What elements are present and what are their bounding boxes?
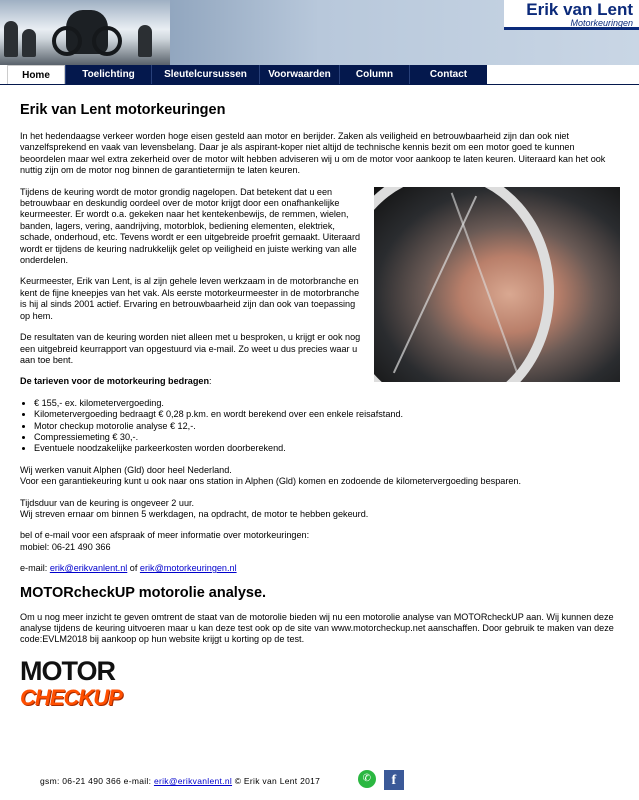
main-content [20,102,620,716]
list-item: • Compressiemeting € 30,-. [34,432,620,443]
motorcheckup-logo-top: MOTOR [20,655,115,686]
nav-divider [0,84,639,85]
logo-title: Erik van Lent [526,0,633,19]
nav-voorwaarden[interactable]: Voorwaarden [259,65,339,85]
tree-shape [138,25,152,57]
site-logo[interactable] [504,0,639,30]
contact-paragraph [20,530,620,553]
contact-line-1: bel of e-mail voor een afspraak of meer informatie over motorkeuringen: [20,530,310,541]
location-paragraph [20,465,620,488]
site-footer [40,770,600,790]
motorcycle-shape [66,10,108,54]
email-paragraph [20,563,620,574]
email-separator: of [127,563,140,574]
tariffs-heading-colon: : [209,376,212,387]
footer-copyright: © Erik van Lent 2017 [232,776,321,786]
list-item: • Eventuele noodzakelijke parkeerkosten worden doorberekend. [34,443,620,454]
results-paragraph: De resultaten van de keuring worden niet alleen met u besproken, u krijgt er ook nog een uitgebreid keurrapport van opgestuurd via e-mail. Zo weet u dus precies waar u aan toe bent. [20,332,361,365]
email-prefix: e-mail: [20,563,50,574]
facebook-icon[interactable]: f [384,770,404,790]
motorcycle-wheel-photo [374,187,620,382]
motorcheckup-logo[interactable] [20,656,145,716]
nav-contact[interactable]: Contact [409,65,487,85]
location-line-1: Wij werken vanuit Alphen (Gld) door heel Nederland. [20,464,232,475]
footer-text [40,773,320,789]
tree-shape [22,29,36,57]
list-item: • Kilometervergoeding bedraagt € 0,28 p.km. en wordt berekend over een enkele reisafstand. [34,409,620,420]
tariffs-heading-text: De tarieven voor de motorkeuring bedragen [20,376,209,387]
email-link-motorkeuringen[interactable]: erik@motorkeuringen.nl [139,563,237,574]
duration-paragraph [20,498,620,521]
motorcheckup-logo-bottom: CHECKUP [20,684,122,710]
logo-subtitle: Motorkeuringen [570,18,633,28]
page-title: Erik van Lent motorkeuringen [20,102,226,118]
header-motorcycle-photo [0,0,170,65]
nav-column[interactable]: Column [339,65,409,85]
email-link-erikvanlent[interactable]: erik@erikvanlent.nl [49,563,128,574]
nav-toelichting[interactable]: Toelichting [65,65,151,85]
inspection-paragraph: Tijdens de keuring wordt de motor grondig nagelopen. Dat betekent dat u een betrouwbaar en deskundig oordeel over de motor krijgt door een onafhankelijke keurmeester. Er wordt o.a. gekeken naar het kentekenbewijs, de remmen, wielen, banden, lagers, vering, aandrijving, motorblok, bediening elementen, elektriek, schade, onderhoud, etc. Tevens wordt er een uitgebreide proefrit gemaakt. Uiteraard wordt er tijdens de keuring nadrukkelijk gelet op veiligheid en juiste werking van alle onderdelen. [20,186,361,266]
intro-paragraph: In het hedendaagse verkeer worden hoge eisen gesteld aan motor en berijder. Zaken als veiligheid en betrouwbaarheid zijn dan ook niet vanzelfsprekend en vaak van levensbelang. Daar je als aspirant-koper niet altijd de technische kennis bezit om een motor goed te kunnen beoordelen maar wel extra zekerheid over de motor wilt hebben adviseren wij u om de motor voor aankoop te laten keuren. Uiteraard kan het ook nuttig zijn om de motor nog binnen de garantietermijn te laten keuren. [20,131,606,176]
footer-email-link[interactable]: erik@erikvanlent.nl [153,776,233,786]
tree-shape [4,21,18,57]
list-item: • Motor checkup motorolie analyse € 12,-. [34,421,620,432]
location-line-2: Voor een garantiekeuring kunt u ook naar ons station in Alphen (Gld) komen en zodoende de kilometervergoeding besparen. [20,476,521,487]
nav-home[interactable]: Home [7,65,65,85]
section-title-motorcheckup: MOTORcheckUP motorolie analyse. [20,584,267,601]
tariffs-list [20,398,620,455]
whatsapp-icon[interactable]: ✆ [358,770,376,788]
main-nav [0,65,639,85]
duration-line-1: Tijdsduur van de keuring is ongeveer 2 uur. [20,497,195,508]
contact-phone: mobiel: 06-21 490 366 [20,541,111,552]
nav-sleutelcursussen[interactable]: Sleutelcursussen [151,65,259,85]
site-header [0,0,639,65]
inspector-paragraph: Keurmeester, Erik van Lent, is al zijn gehele leven werkzaam in de motorbranche en kent de fijne kneepjes van het vak. Als eerste motorkeurmeester in de motorbranche is hij al sinds 2001 actief. Ervaring en betrouwbaarheid zijn dan ook van toepassing op hem. [20,276,360,321]
list-item: • € 155,- ex. kilometervergoeding. [34,398,620,409]
footer-prefix: gsm: 06-21 490 366 e-mail: [40,776,154,786]
motorcheckup-paragraph: Om u nog meer inzicht te geven omtrent de staat van de motorolie bieden wij nu een motorolie analyse van MOTORcheckUP aan. Wij kunnen deze analyse tijdens de keuring uitvoeren maar u kan deze test ook op de site van www.motorcheckup.net aanschaffen. Door gebruik te maken van deze code:EVLM2018 bij aankoop op hun website krijgt u korting op de test. [20,611,614,645]
duration-line-2: Wij streven ernaar om binnen 5 werkdagen, na opdracht, de motor te hebben gekeurd. [20,508,369,519]
